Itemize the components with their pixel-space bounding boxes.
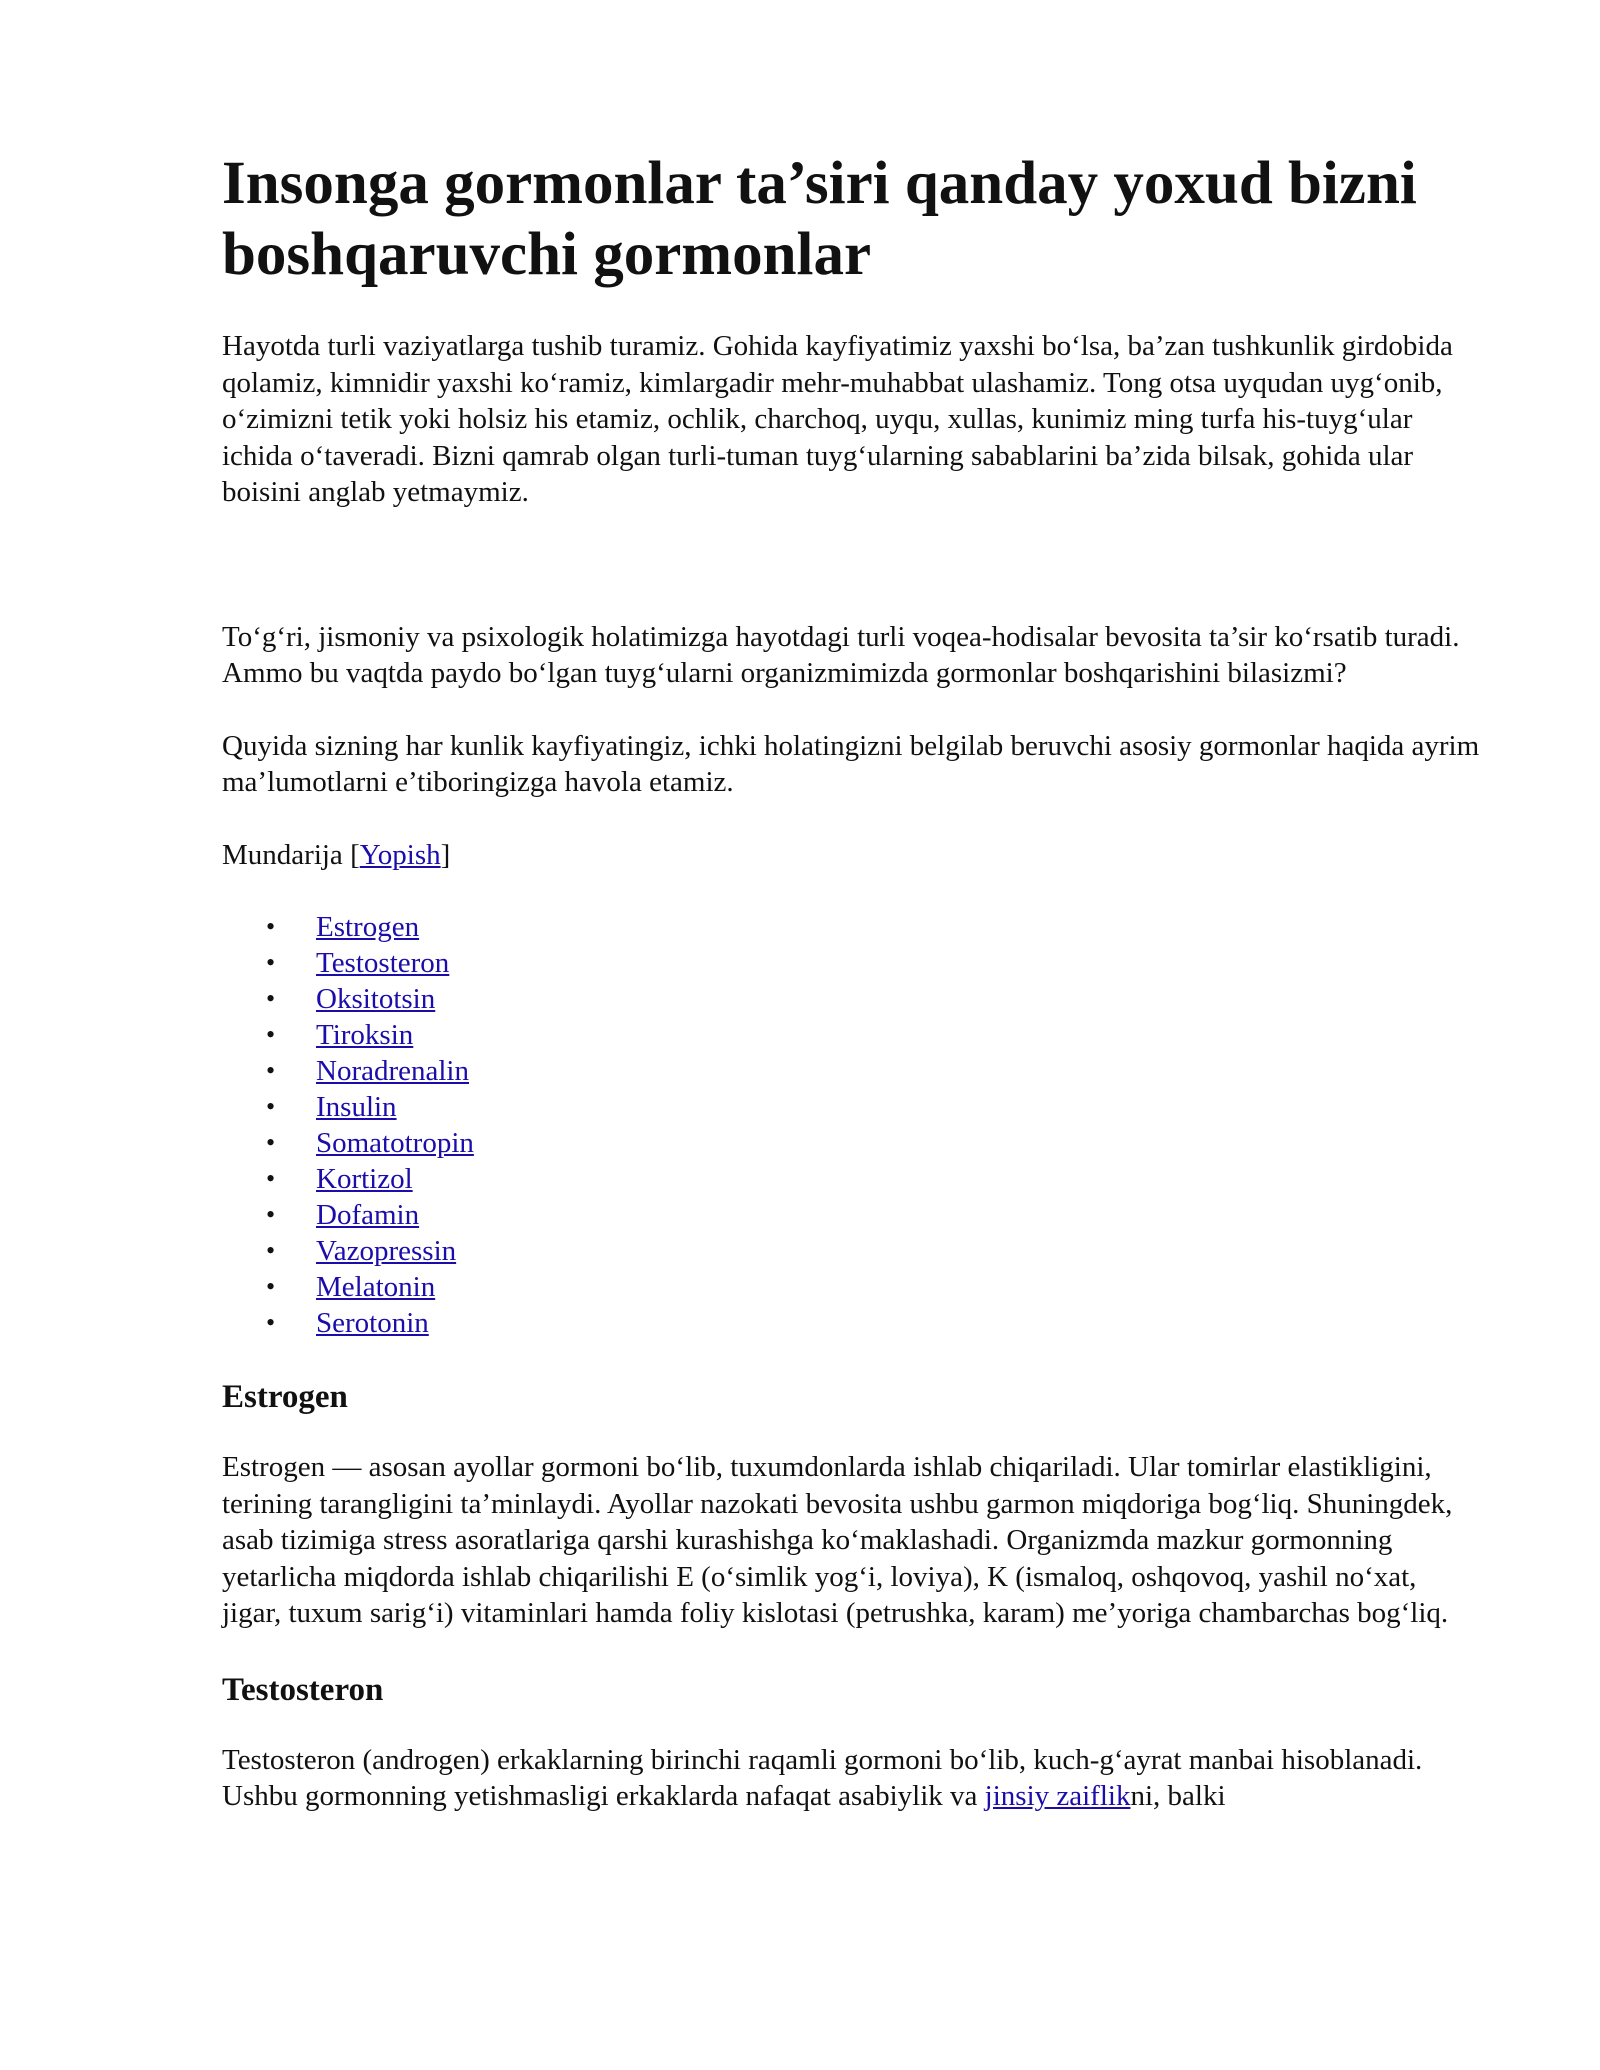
toc-item xyxy=(222,1233,1482,1269)
bullet-icon: • xyxy=(266,1236,276,1265)
section-heading-testosteron: Testosteron xyxy=(222,1671,384,1708)
toc-link-oksitotsin[interactable]: Oksitotsin xyxy=(316,983,436,1015)
toc-link-kortizol[interactable]: Kortizol xyxy=(316,1163,413,1195)
section-heading-estrogen: Estrogen xyxy=(222,1379,348,1415)
toc-item xyxy=(222,1161,1482,1197)
testosteron-text-start: Testosteron (androgen) erkaklarning birinchi raqamli gormoni bo‘lib, kuch-g‘ayrat manbai hisoblanadi. Ushbu gormonning yetishmasligi erkaklarda nafaqat asabiylik va xyxy=(222,1743,1423,1812)
bullet-icon: • xyxy=(266,1128,276,1157)
table-of-contents xyxy=(222,909,1482,1341)
article xyxy=(222,148,1482,1815)
toc-link-tiroksin[interactable]: Tiroksin xyxy=(316,1019,414,1051)
section-body-estrogen: Estrogen — asosan ayollar gormoni bo‘lib, tuxumdonlarda ishlab chiqariladi. Ular tomirlar elastikligini, terining tarangligini ta’minlaydi. Ayollar nazokati bevosita ushbu garmon miqdoriga bog‘liq. Shuningdek, asab tizimiga stress asoratlariga qarshi kurashishga ko‘maklashadi. Organizmda mazkur gormonning yetarlicha miqdorda ishlab chiqarilishi E (o‘simlik yog‘i, loviya), K (ismaloq, oshqovoq, yashil no‘xat, jigar, tuxum sarig‘i) vitaminlari hamda foliy kislotasi (petrushka, karam) me’yoriga chambarchas bog‘liq. xyxy=(222,1451,1453,1629)
testosteron-text-end: ni, balki xyxy=(1130,1780,1226,1812)
toc-link-dofamin[interactable]: Dofamin xyxy=(316,1199,420,1231)
toc-item xyxy=(222,1197,1482,1233)
toc-item xyxy=(222,1053,1482,1089)
paragraph-2: To‘g‘ri, jismoniy va psixologik holatimizga hayotdagi turli voqea-hodisalar bevosita ta’sir ko‘rsatib turadi. Ammo bu vaqtda paydo bo‘lgan tuyg‘ularni organizmimizda gormonlar boshqarishini bilasizmi? xyxy=(222,620,1460,689)
bullet-icon: • xyxy=(266,1164,276,1193)
bullet-icon: • xyxy=(266,1092,276,1121)
bullet-icon: • xyxy=(266,1200,276,1229)
toc-item xyxy=(222,1305,1482,1341)
toc-bracket-close: ] xyxy=(440,838,451,871)
toc-link-noradrenalin[interactable]: Noradrenalin xyxy=(316,1055,469,1087)
page-title: Insonga gormonlar ta’siri qanday yoxud bizni boshqaruvchi gormonlar xyxy=(222,150,1417,288)
toc-item xyxy=(222,981,1482,1017)
bullet-icon: • xyxy=(266,1272,276,1301)
toc-item xyxy=(222,1125,1482,1161)
bullet-icon: • xyxy=(266,1308,276,1337)
paragraph-3: Quyida sizning har kunlik kayfiyatingiz, ichki holatingizni belgilab beruvchi asosiy gormonlar haqida ayrim ma’lumotlarni e’tiboringizga havola etamiz. xyxy=(222,729,1480,798)
toc-item xyxy=(222,909,1482,945)
toc-label: Mundarija xyxy=(222,838,343,871)
bullet-icon: • xyxy=(266,1020,276,1049)
toc-link-insulin[interactable]: Insulin xyxy=(316,1091,397,1123)
intro-paragraph: Hayotda turli vaziyatlarga tushib turamiz. Gohida kayfiyatimiz yaxshi bo‘lsa, ba’zan tushkunlik girdobida qolamiz, kimnidir yaxshi ko‘ramiz, kimlargadir mehr-muhabbat ulashamiz. Tong otsa uyqudan uyg‘onib, o‘zimizni tetik yoki holsiz his etamiz, ochlik, charchoq, uyqu, xullas, kunimiz ming turfa his-tuyg‘ular ichida o‘taveradi. Bizni qamrab olgan turli-tuman tuyg‘ularning sabablarini ba’zida bilsak, gohida ular boisini anglab yetmaymiz. xyxy=(222,330,1453,508)
toc-item xyxy=(222,1017,1482,1053)
toc-link-testosteron[interactable]: Testosteron xyxy=(316,947,450,979)
toc-item xyxy=(222,945,1482,981)
toc-header xyxy=(222,837,1482,874)
toc-link-vazopressin[interactable]: Vazopressin xyxy=(316,1235,457,1267)
bullet-icon: • xyxy=(266,1056,276,1085)
section-body-testosteron xyxy=(222,1742,1482,1815)
toc-bracket-open: [ xyxy=(350,838,360,871)
toc-item xyxy=(222,1089,1482,1125)
toc-toggle-link[interactable]: Yopish xyxy=(359,838,441,871)
toc-link-melatonin[interactable]: Melatonin xyxy=(316,1271,436,1303)
toc-link-serotonin[interactable]: Serotonin xyxy=(316,1307,429,1339)
jinsiy-zaiflik-link[interactable]: jinsiy zaiflik xyxy=(984,1780,1131,1812)
bullet-icon: • xyxy=(266,912,276,941)
bullet-icon: • xyxy=(266,984,276,1013)
toc-item xyxy=(222,1269,1482,1305)
toc-link-somatotropin[interactable]: Somatotropin xyxy=(316,1127,474,1159)
toc-link-estrogen[interactable]: Estrogen xyxy=(316,911,420,943)
bullet-icon: • xyxy=(266,948,276,977)
